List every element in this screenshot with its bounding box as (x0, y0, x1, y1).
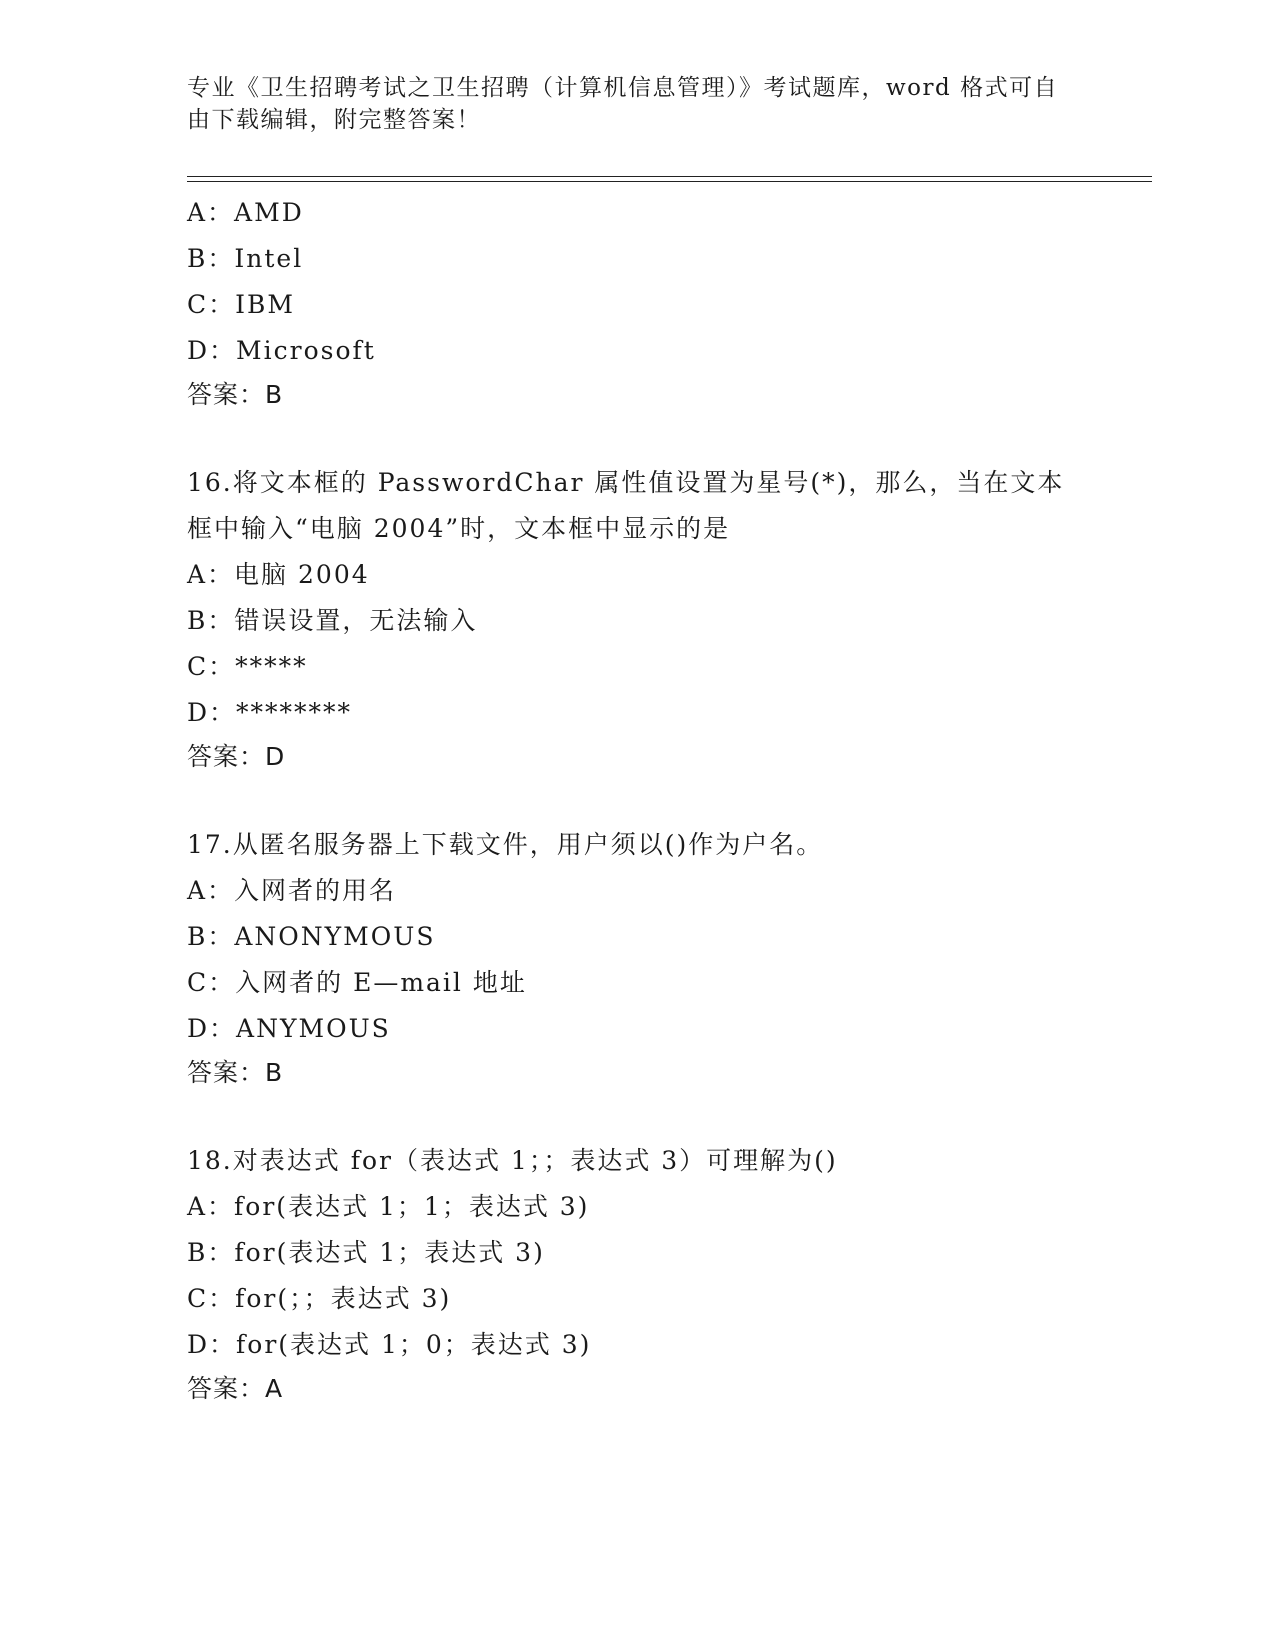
header-line-1: 专业《卫生招聘考试之卫生招聘（计算机信息管理）》考试题库，word 格式可自 (187, 75, 1059, 101)
header-line-2: 由下载编辑，附完整答案！ (187, 107, 481, 133)
question-text: 17.从匿名服务器上下载文件，用户须以()作为户名。 (187, 830, 824, 859)
option-b: B：错误设置，无法输入 (187, 606, 478, 635)
answer: 答案：B (187, 380, 284, 409)
document-header (187, 72, 1067, 136)
answer: 答案：A (187, 1374, 284, 1403)
question-text-line-1: 16.将文本框的 PasswordChar 属性值设置为星号(*)，那么，当在文本 (187, 468, 1065, 497)
option-c: C：***** (187, 652, 308, 681)
question-17 (187, 822, 1087, 1094)
option-c: C：for(；；表达式 3) (187, 1284, 452, 1313)
option-c: C：IBM (187, 290, 295, 319)
option-d: D：Microsoft (187, 336, 376, 365)
option-a: A：AMD (187, 198, 304, 227)
header-divider-bottom (187, 181, 1152, 182)
answer: 答案：D (187, 742, 286, 771)
option-d: D：ANYMOUS (187, 1014, 391, 1043)
option-a: A：for(表达式 1；1；表达式 3) (187, 1192, 590, 1221)
answer: 答案：B (187, 1058, 284, 1087)
question-text: 18.对表达式 for（表达式 1；；表达式 3）可理解为() (187, 1146, 838, 1175)
option-b: B：ANONYMOUS (187, 922, 436, 951)
option-c: C：入网者的 E—mail 地址 (187, 968, 527, 997)
option-d: D：******** (187, 698, 353, 727)
question-text-line-2: 框中输入“电脑 2004”时，文本框中显示的是 (187, 514, 731, 543)
option-a: A：电脑 2004 (187, 560, 370, 589)
header-divider-top (187, 176, 1152, 177)
option-b: B：Intel (187, 244, 304, 273)
option-a: A：入网者的用名 (187, 876, 397, 905)
question-16 (187, 460, 1087, 778)
option-d: D：for(表达式 1；0；表达式 3) (187, 1330, 592, 1359)
question-list (187, 190, 1087, 1410)
question-18 (187, 1138, 1087, 1410)
option-b: B：for(表达式 1；表达式 3) (187, 1238, 545, 1267)
question-15 (187, 190, 1087, 416)
